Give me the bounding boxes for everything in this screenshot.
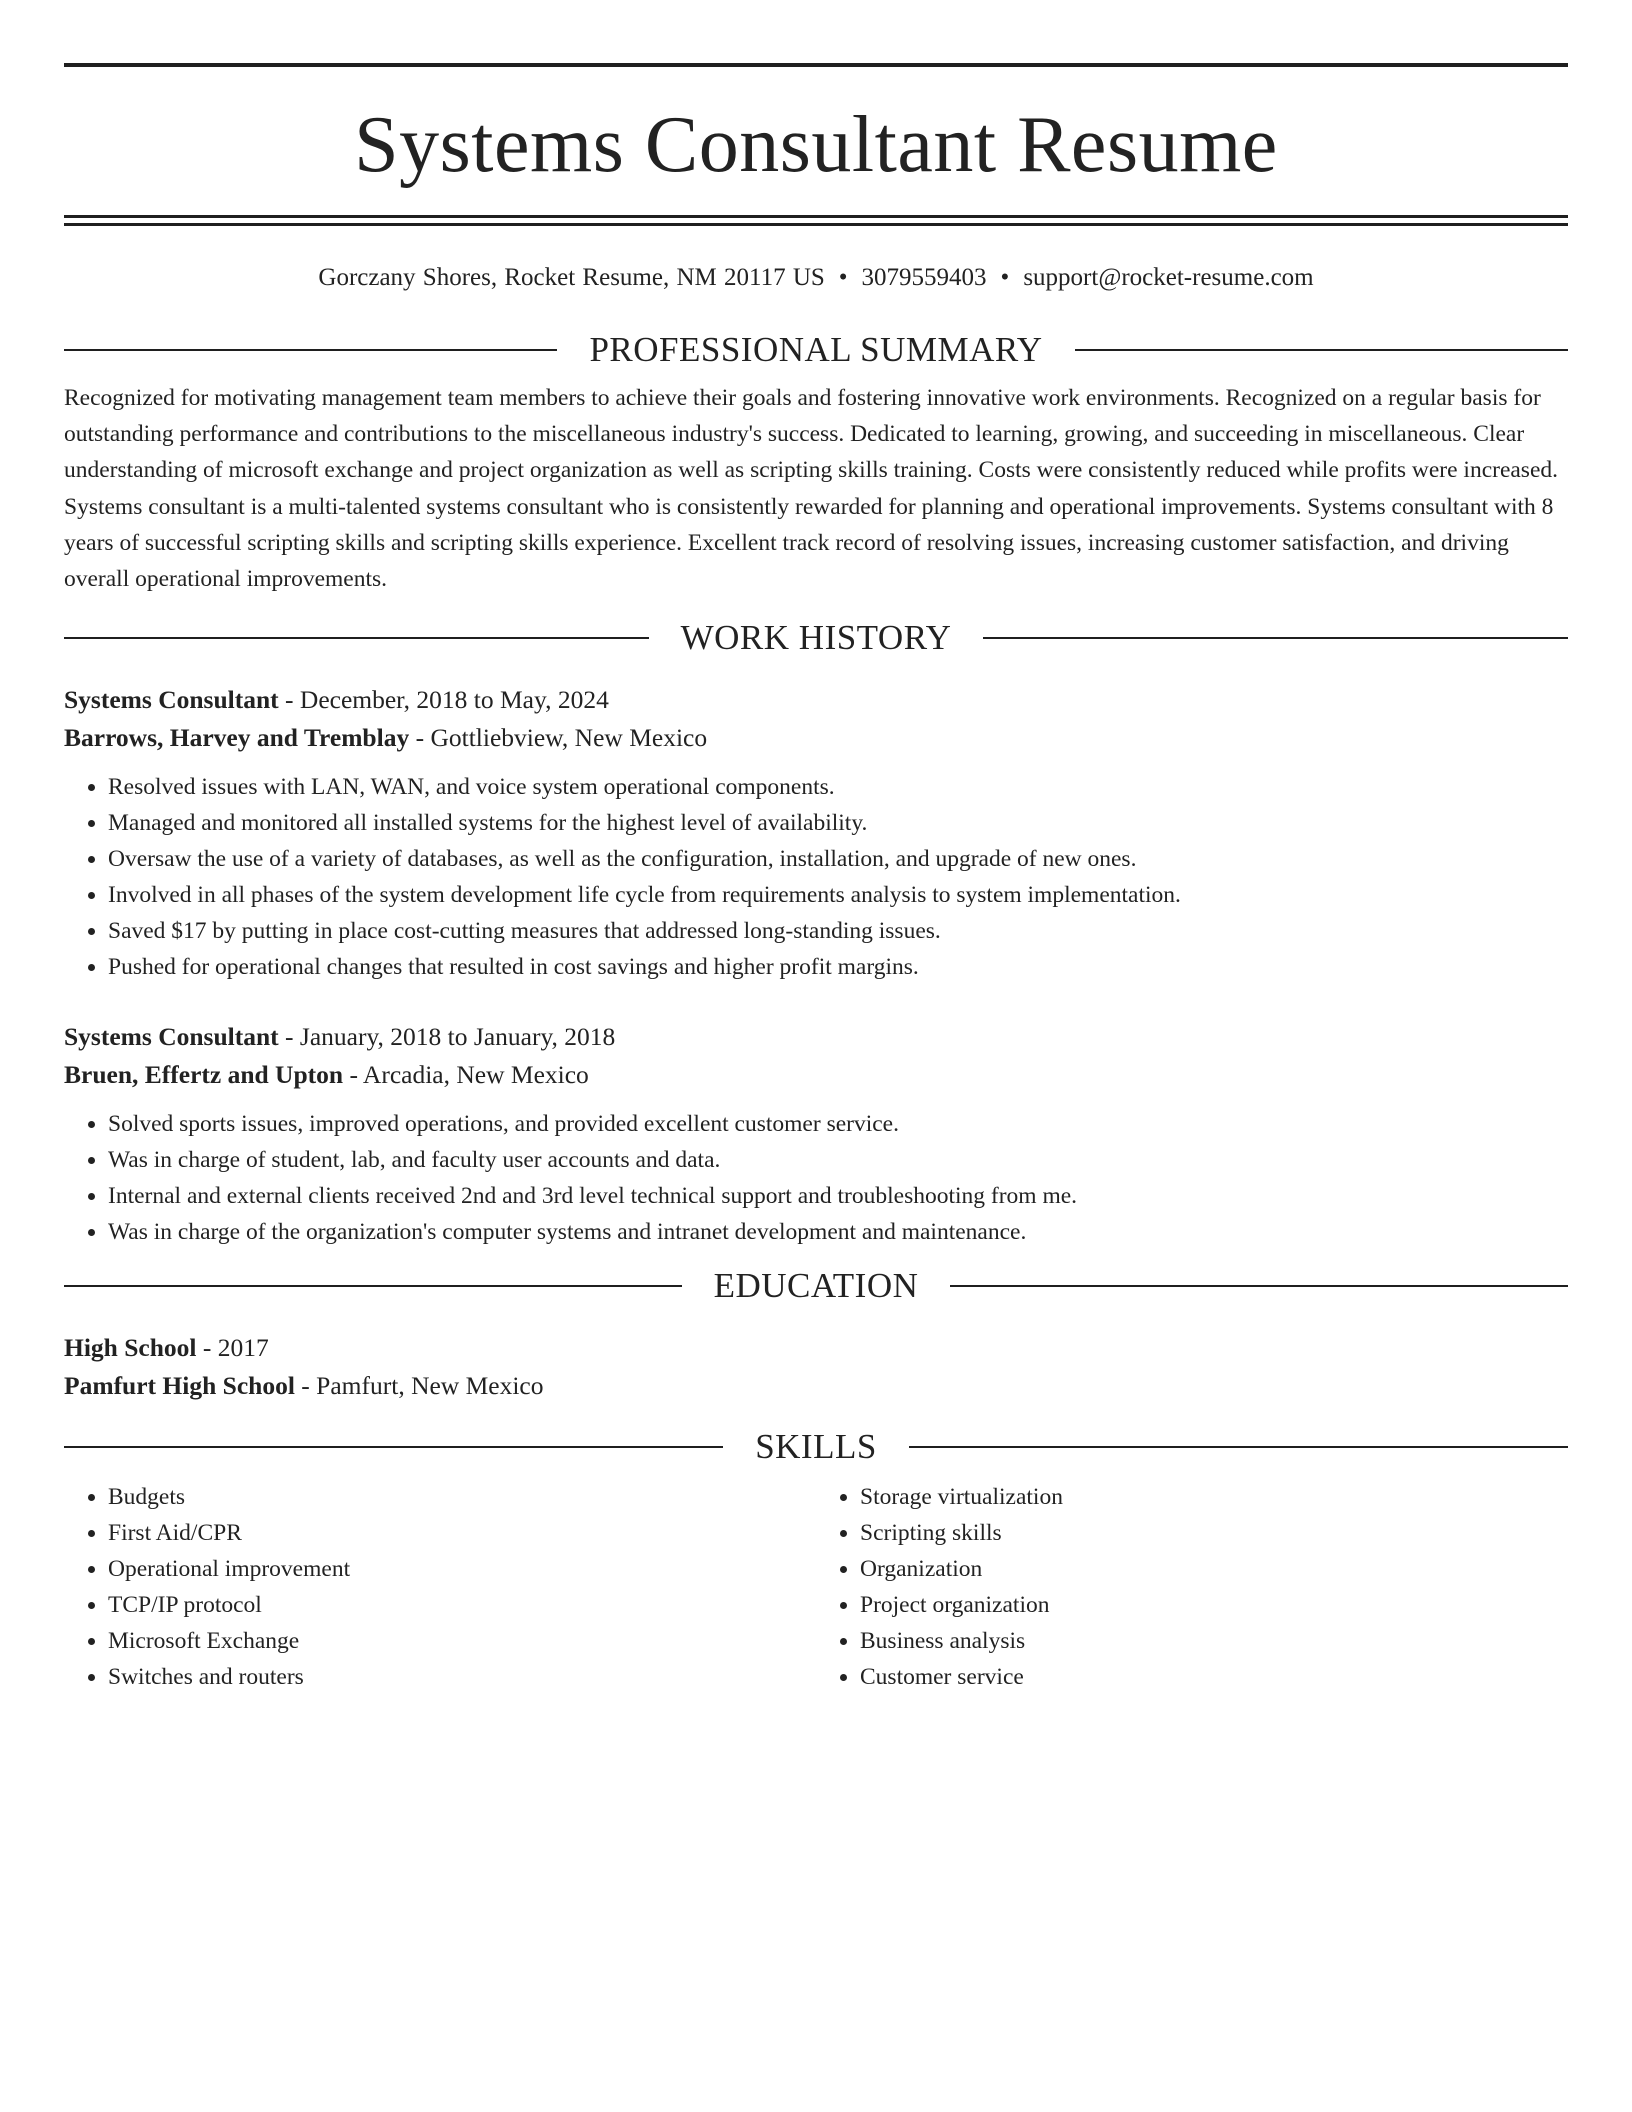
job-entry: [64, 681, 1568, 985]
section-heading-work: [64, 618, 1568, 658]
job-company: Bruen, Effertz and Upton: [64, 1060, 344, 1090]
title-double-rule: [64, 215, 1568, 226]
job-company-line: [64, 719, 1568, 757]
job-dates: - December, 2018 to May, 2024: [278, 685, 609, 715]
list-item: • Oversaw the use of a variety of databases, as well as the configuration, installation, and upgrade of new ones.: [108, 841, 1568, 877]
list-item: • First Aid/CPR: [108, 1515, 816, 1551]
skills-list-left: [64, 1479, 816, 1695]
contact-line: [64, 263, 1568, 293]
list-item: • Business analysis: [860, 1623, 1568, 1659]
job-title-line: [64, 1018, 1568, 1056]
list-item: • Involved in all phases of the system development life cycle from requirements analysis to system implementation.: [108, 877, 1568, 913]
contact-email: support@rocket-resume.com: [1023, 264, 1314, 291]
list-item: • Microsoft Exchange: [108, 1623, 816, 1659]
list-item: • Resolved issues with LAN, WAN, and voice system operational components.: [108, 769, 1568, 805]
section-heading-skills: [64, 1427, 1568, 1467]
list-item: • Pushed for operational changes that resulted in cost savings and higher profit margins.: [108, 949, 1568, 985]
list-item: • Was in charge of student, lab, and faculty user accounts and data.: [108, 1142, 1568, 1178]
top-rule: [64, 63, 1568, 67]
resume-page: [64, 63, 1568, 1695]
job-title-line: [64, 681, 1568, 719]
job-bullets: [64, 1106, 1568, 1250]
job-entry: [64, 1018, 1568, 1250]
list-item: • Was in charge of the organization's computer systems and intranet development and maintenance.: [108, 1214, 1568, 1250]
list-item: • Budgets: [108, 1479, 816, 1515]
contact-separator: •: [838, 264, 848, 291]
list-item: • Managed and monitored all installed systems for the highest level of availability.: [108, 805, 1568, 841]
list-item: • Organization: [860, 1551, 1568, 1587]
summary-paragraph: Recognized for motivating management team members to achieve their goals and fostering innovative work environments. Recognized on a regular basis for outstanding performance and contributions to the miscellaneous industry's success. Dedicated to learning, growing, and succeeding in miscellaneous. Clear understanding of microsoft exchange and project organization as well as scripting skills training. Costs were consistently reduced while profits were increased. Systems consultant is a multi-talented systems consultant who is consistently rewarded for planning and operational improvements. Systems consultant with 8 years of successful scripting skills and scripting skills experience. Excellent track record of resolving issues, increasing customer satisfaction, and driving overall operational improvements.: [64, 385, 1559, 593]
job-title: Systems Consultant: [64, 1022, 279, 1052]
section-heading-education: [64, 1266, 1568, 1306]
list-item: • TCP/IP protocol: [108, 1587, 816, 1623]
list-item: • Solved sports issues, improved operations, and provided excellent customer service.: [108, 1106, 1568, 1142]
section-heading-label: EDUCATION: [713, 1266, 919, 1306]
section-heading-summary: [64, 330, 1568, 370]
job-location: - Gottliebview, New Mexico: [409, 723, 708, 753]
list-item: • Customer service: [860, 1659, 1568, 1695]
section-heading-label: PROFESSIONAL SUMMARY: [589, 330, 1043, 369]
job-title: Systems Consultant: [64, 685, 279, 715]
job-dates: - January, 2018 to January, 2018: [278, 1022, 616, 1052]
education-degree: High School: [64, 1333, 197, 1363]
contact-phone: 3079559403: [861, 264, 987, 291]
list-item: • Switches and routers: [108, 1659, 816, 1695]
job-company: Barrows, Harvey and Tremblay: [64, 723, 410, 753]
list-item: • Scripting skills: [860, 1515, 1568, 1551]
contact-separator: •: [1000, 264, 1010, 291]
job-location: - Arcadia, New Mexico: [343, 1060, 589, 1090]
list-item: • Operational improvement: [108, 1551, 816, 1587]
education-school-line: [64, 1367, 1568, 1405]
education-year: - 2017: [196, 1333, 269, 1363]
education-location: - Pamfurt, New Mexico: [294, 1371, 544, 1401]
list-item: • Internal and external clients received 2nd and 3rd level technical support and troubleshooting from me.: [108, 1178, 1568, 1214]
education-degree-line: [64, 1329, 1568, 1367]
section-heading-label: WORK HISTORY: [680, 618, 952, 658]
list-item: • Storage virtualization: [860, 1479, 1568, 1515]
skills-list-right: [816, 1479, 1568, 1695]
contact-address: Gorczany Shores, Rocket Resume, NM 20117 US: [318, 264, 825, 291]
list-item: • Project organization: [860, 1587, 1568, 1623]
job-company-line: [64, 1056, 1568, 1094]
section-heading-label: SKILLS: [755, 1427, 877, 1467]
skills-columns: [64, 1479, 1568, 1695]
education-entry: [64, 1329, 1568, 1405]
education-school: Pamfurt High School: [64, 1371, 295, 1401]
list-item: • Saved $17 by putting in place cost-cutting measures that addressed long-standing issues.: [108, 913, 1568, 949]
job-bullets: [64, 769, 1568, 985]
resume-title: Systems Consultant Resume: [354, 101, 1278, 189]
